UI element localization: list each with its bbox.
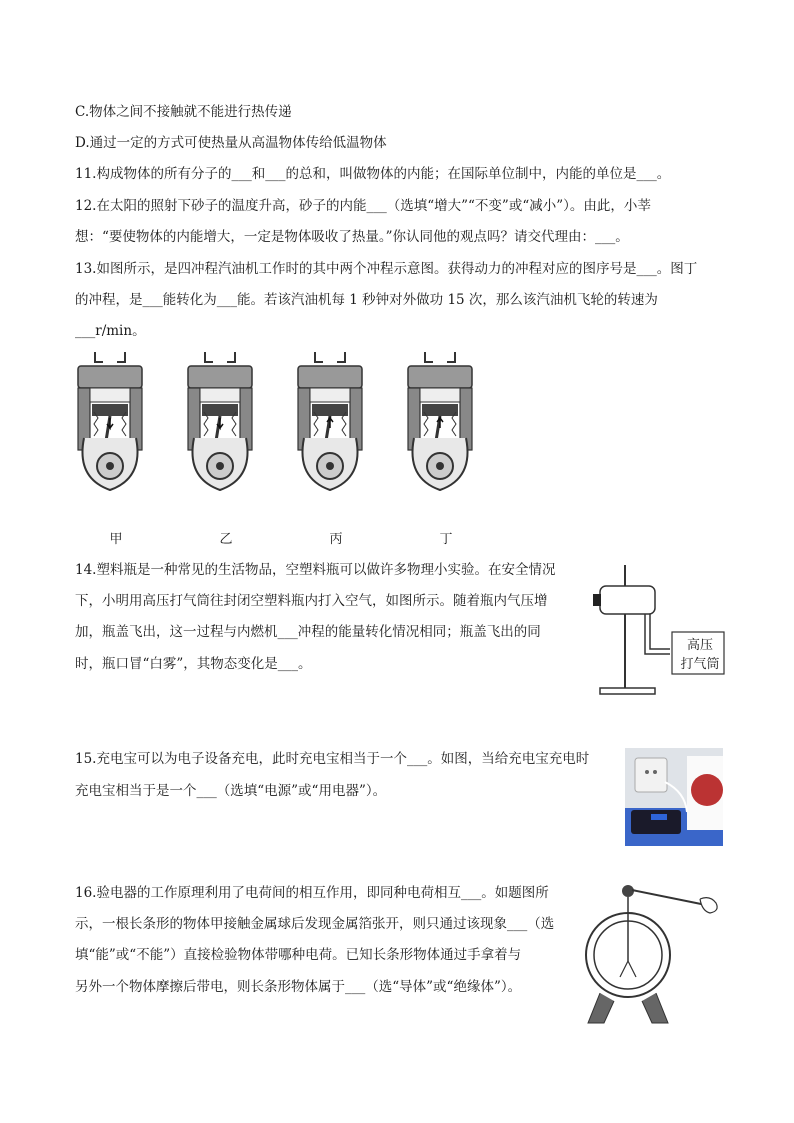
- question-16-line-3: 填“能”或“不能”）直接检验物体带哪种电荷。已知长条形物体通过手拿着与: [75, 947, 522, 963]
- question-16-line-2: 示，一根长条形的物体甲接触金属球后发现金属箔张开，则只通过该现象___（选: [75, 916, 555, 932]
- question-14-line-3: 加，瓶盖飞出，这一过程与内燃机___冲程的能量转化情况相同；瓶盖飞出的同: [75, 624, 541, 640]
- engine-strokes-figure: [60, 348, 510, 518]
- question-14-line-4: 时，瓶口冒“白雾”，其物态变化是___。: [75, 656, 312, 672]
- option-d: D.通过一定的方式可使热量从高温物体传给低温物体: [75, 135, 387, 151]
- option-c: C.物体之间不接触就不能进行热传递: [75, 104, 292, 120]
- caption-yi: 乙: [219, 532, 233, 547]
- pump-label-line-2: 打气筒: [680, 657, 720, 672]
- caption-bing: 丙: [329, 532, 343, 547]
- power-bank-photo: [625, 748, 723, 846]
- question-15-line-2: 充电宝相当于是一个___（选填“电源”或“用电器”）。: [75, 783, 387, 799]
- question-13-line-3: ___r/min。: [75, 323, 146, 339]
- question-11: 11.构成物体的所有分子的___和___的总和，叫做物体的内能；在国际单位制中，内能的单位是___。: [75, 166, 671, 182]
- question-14-line-2: 下，小明用高压打气筒往封闭空塑料瓶内打入空气，如图所示。随着瓶内气压增: [75, 593, 548, 609]
- pump-label: [676, 636, 724, 674]
- question-12-line-2: 想：“要使物体的内能增大，一定是物体吸收了热量。”你认同他的观点吗？请交代理由：___。: [75, 229, 629, 245]
- question-13-line-2: 的冲程，是___能转化为___能。若该汽油机每 1 秒钟对外做功 15 次，那么该汽油机飞轮的转速为: [75, 292, 658, 308]
- question-15-line-1: 15.充电宝可以为电子设备充电，此时充电宝相当于一个___。如图，当给充电宝充电时: [75, 751, 590, 767]
- question-12-line-1: 12.在太阳的照射下砂子的温度升高，砂子的内能___（选填“增大”“不变”或“减小”）。由此，小莘: [75, 198, 651, 214]
- question-16-line-1: 16.验电器的工作原理利用了电荷间的相互作用，即同种电荷相互___。如题图所: [75, 885, 549, 901]
- pump-bottle-figure: [590, 560, 730, 700]
- question-14-line-1: 14.塑料瓶是一种常见的生活物品，空塑料瓶可以做许多物理小实验。在安全情况: [75, 562, 556, 578]
- caption-ding: 丁: [439, 532, 453, 547]
- caption-jia: 甲: [109, 532, 123, 547]
- question-16-line-4: 另外一个物体摩擦后带电，则长条形物体属于___（选“导体”或“绝缘体”）。: [75, 979, 522, 995]
- question-13-line-1: 13.如图所示，是四冲程汽油机工作时的其中两个冲程示意图。获得动力的冲程对应的图序号是___。图丁: [75, 261, 698, 277]
- electroscope-figure: [580, 875, 730, 1027]
- pump-label-line-1: 高压: [686, 638, 713, 653]
